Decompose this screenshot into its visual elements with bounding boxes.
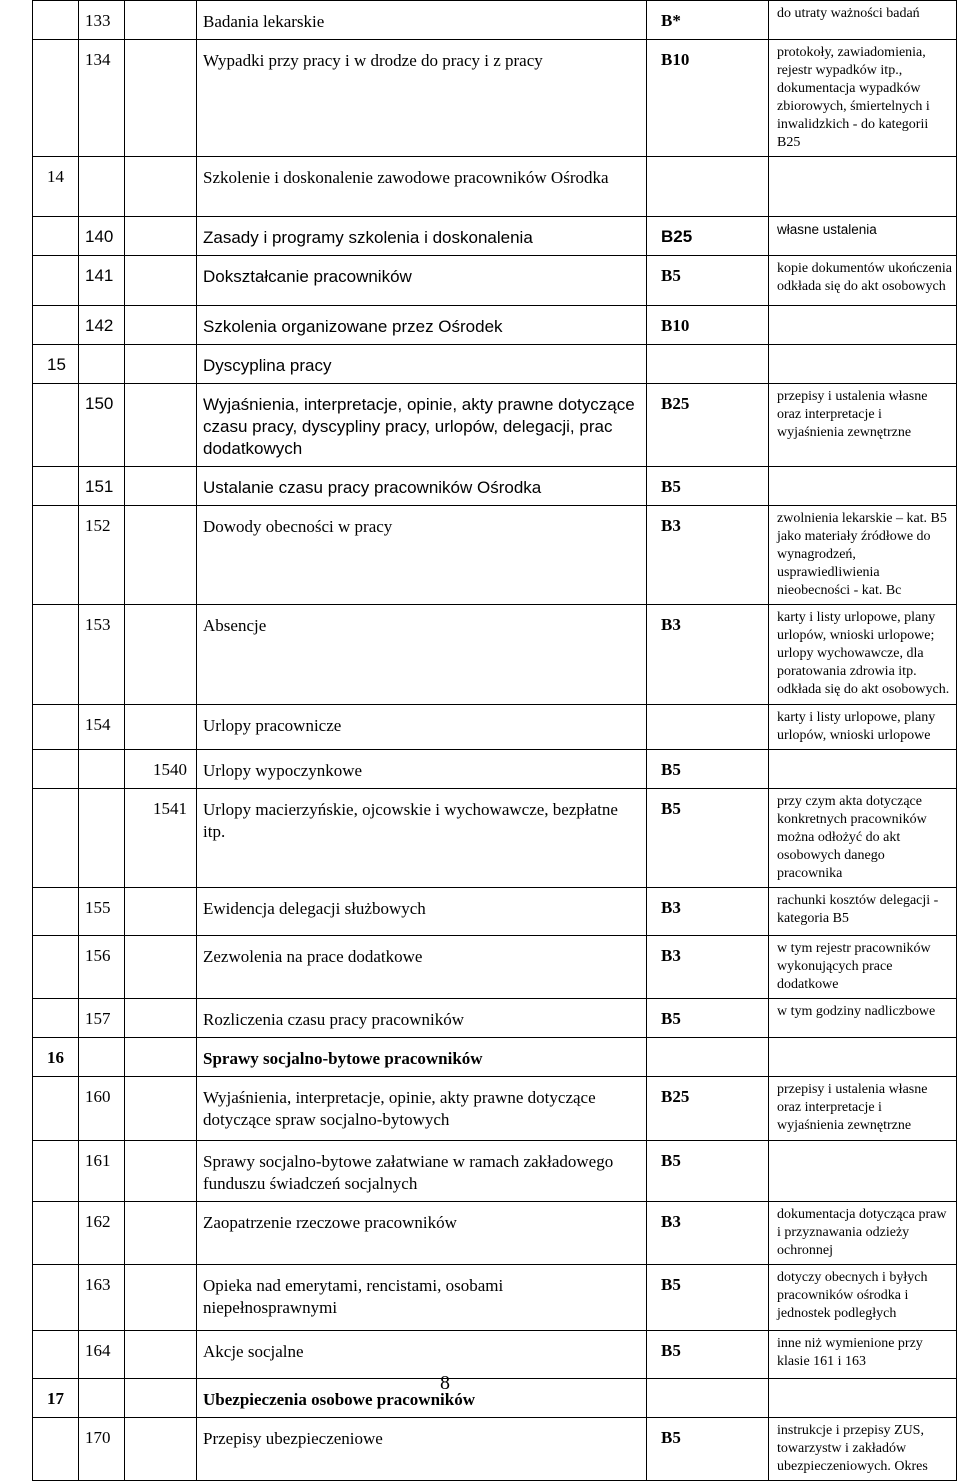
subclass-number	[125, 999, 197, 1038]
table-row	[33, 936, 957, 999]
table-row	[33, 217, 957, 256]
class-remarks: przy czym akta dotyczące konkretnych pracowników można odłożyć do akt osobowych danego pracownika	[769, 789, 957, 888]
class-number	[79, 1379, 125, 1418]
subclass-number: 1540	[125, 750, 197, 789]
subclass-number	[125, 605, 197, 705]
archive-category	[647, 1038, 769, 1077]
group-number	[33, 384, 79, 467]
class-number: 170	[79, 1418, 125, 1481]
class-description: Opieka nad emerytami, rencistami, osobami niepełnosprawnymi	[197, 1265, 647, 1331]
group-number	[33, 1331, 79, 1379]
class-number: 142	[79, 306, 125, 345]
group-number: 17	[33, 1379, 79, 1418]
group-number	[33, 936, 79, 999]
class-remarks: kopie dokumentów ukończenia odkłada się do akt osobowych	[769, 256, 957, 306]
subclass-number	[125, 306, 197, 345]
group-number	[33, 217, 79, 256]
class-remarks: w tym rejestr pracowników wykonujących prace dodatkowe	[769, 936, 957, 999]
archive-category: B25	[647, 217, 769, 256]
class-remarks	[769, 467, 957, 506]
group-number: 15	[33, 345, 79, 384]
archive-category: B5	[647, 256, 769, 306]
class-remarks	[769, 157, 957, 217]
group-number: 16	[33, 1038, 79, 1077]
group-number	[33, 1141, 79, 1202]
archive-category: B5	[647, 1418, 769, 1481]
archive-category: B*	[647, 1, 769, 40]
subclass-number	[125, 467, 197, 506]
class-description: Dyscyplina pracy	[197, 345, 647, 384]
table-row	[33, 789, 957, 888]
archive-category	[647, 345, 769, 384]
class-description: Szkolenie i doskonalenie zawodowe pracowników Ośrodka	[197, 157, 647, 217]
class-number: 153	[79, 605, 125, 705]
archive-category: B25	[647, 1077, 769, 1141]
class-description: Akcje socjalne	[197, 1331, 647, 1379]
class-number: 141	[79, 256, 125, 306]
class-remarks: instrukcje i przepisy ZUS, towarzystw i zakładów ubezpieczeniowych. Okres	[769, 1418, 957, 1481]
class-description: Sprawy socjalno-bytowe pracowników	[197, 1038, 647, 1077]
archive-category: B5	[647, 1141, 769, 1202]
class-number: 150	[79, 384, 125, 467]
archive-category: B10	[647, 306, 769, 345]
archive-category: B5	[647, 999, 769, 1038]
class-number	[79, 157, 125, 217]
group-number	[33, 750, 79, 789]
class-description: Szkolenia organizowane przez Ośrodek	[197, 306, 647, 345]
table-row	[33, 1202, 957, 1265]
table-row	[33, 605, 957, 705]
class-remarks: dokumentacja dotycząca praw i przyznawania odzieży ochronnej	[769, 1202, 957, 1265]
group-number	[33, 1, 79, 40]
group-number	[33, 1418, 79, 1481]
group-number: 14	[33, 157, 79, 217]
group-number	[33, 1077, 79, 1141]
class-number: 152	[79, 506, 125, 605]
table-row	[33, 1, 957, 40]
archive-category	[647, 157, 769, 217]
class-description: Ubezpieczenia osobowe pracowników	[197, 1379, 647, 1418]
archive-category: B25	[647, 384, 769, 467]
class-remarks	[769, 306, 957, 345]
class-description: Zasady i programy szkolenia i doskonalenia	[197, 217, 647, 256]
group-number	[33, 256, 79, 306]
subclass-number	[125, 40, 197, 157]
group-number	[33, 306, 79, 345]
subclass-number	[125, 705, 197, 750]
class-description: Badania lekarskie	[197, 1, 647, 40]
class-remarks: karty i listy urlopowe, plany urlopów, wnioski urlopowe; urlopy wychowawcze, dla poratowania zdrowia itp. odkłada się do akt osobowych.	[769, 605, 957, 705]
class-number	[79, 750, 125, 789]
table-row	[33, 1379, 957, 1418]
subclass-number: 1541	[125, 789, 197, 888]
class-number: 161	[79, 1141, 125, 1202]
table-row	[33, 506, 957, 605]
subclass-number	[125, 217, 197, 256]
group-number	[33, 1265, 79, 1331]
class-number: 164	[79, 1331, 125, 1379]
class-number: 160	[79, 1077, 125, 1141]
class-remarks	[769, 345, 957, 384]
archive-category	[647, 705, 769, 750]
class-description: Przepisy ubezpieczeniowe	[197, 1418, 647, 1481]
group-number	[33, 467, 79, 506]
group-number	[33, 605, 79, 705]
archive-category: B5	[647, 1265, 769, 1331]
table-row	[33, 999, 957, 1038]
class-description: Dowody obecności w pracy	[197, 506, 647, 605]
archive-category: B5	[647, 467, 769, 506]
archive-category: B3	[647, 605, 769, 705]
class-description: Absencje	[197, 605, 647, 705]
subclass-number	[125, 1331, 197, 1379]
subclass-number	[125, 1077, 197, 1141]
class-description: Rozliczenia czasu pracy pracowników	[197, 999, 647, 1038]
class-remarks: własne ustalenia	[769, 217, 957, 256]
table-row	[33, 40, 957, 157]
class-number: 156	[79, 936, 125, 999]
class-remarks: do utraty ważności badań	[769, 1, 957, 40]
class-remarks: przepisy i ustalenia własne oraz interpretacje i wyjaśnienia zewnętrzne	[769, 1077, 957, 1141]
class-description: Sprawy socjalno-bytowe załatwiane w ramach zakładowego funduszu świadczeń socjalnych	[197, 1141, 647, 1202]
class-description: Dokształcanie pracowników	[197, 256, 647, 306]
table-row	[33, 1265, 957, 1331]
group-number	[33, 888, 79, 936]
page-number: 8	[440, 1372, 450, 1394]
class-description: Wyjaśnienia, interpretacje, opinie, akty prawne dotyczące dotyczące spraw socjalno-bytowych	[197, 1077, 647, 1141]
class-remarks: dotyczy obecnych i byłych pracowników ośrodka i jednostek podległych	[769, 1265, 957, 1331]
table-row	[33, 384, 957, 467]
subclass-number	[125, 1379, 197, 1418]
subclass-number	[125, 888, 197, 936]
subclass-number	[125, 345, 197, 384]
subclass-number	[125, 506, 197, 605]
subclass-number	[125, 1418, 197, 1481]
class-remarks: karty i listy urlopowe, plany urlopów, wnioski urlopowe	[769, 705, 957, 750]
class-remarks: przepisy i ustalenia własne oraz interpretacje i wyjaśnienia zewnętrzne	[769, 384, 957, 467]
archive-category: B5	[647, 750, 769, 789]
group-number	[33, 1202, 79, 1265]
group-number	[33, 999, 79, 1038]
archive-category: B5	[647, 1331, 769, 1379]
class-number	[79, 789, 125, 888]
class-description: Zezwolenia na prace dodatkowe	[197, 936, 647, 999]
class-remarks: protokoły, zawiadomienia, rejestr wypadków itp., dokumentacja wypadków zbiorowych, śmiertelnych i inwalidzkich - do kategorii B25	[769, 40, 957, 157]
subclass-number	[125, 384, 197, 467]
archive-category: B3	[647, 506, 769, 605]
group-number	[33, 40, 79, 157]
table-row	[33, 750, 957, 789]
class-number: 133	[79, 1, 125, 40]
archive-category: B3	[647, 888, 769, 936]
subclass-number	[125, 256, 197, 306]
table-row	[33, 157, 957, 217]
table-row	[33, 1038, 957, 1077]
table-row	[33, 306, 957, 345]
records-table-body	[33, 1, 957, 1481]
class-number: 163	[79, 1265, 125, 1331]
class-description: Urlopy pracownicze	[197, 705, 647, 750]
table-row	[33, 467, 957, 506]
class-remarks: w tym godziny nadliczbowe	[769, 999, 957, 1038]
table-row	[33, 345, 957, 384]
class-description: Wyjaśnienia, interpretacje, opinie, akty prawne dotyczące czasu pracy, dyscypliny pracy, urlopów, delegacji, prac dodatkowych	[197, 384, 647, 467]
class-remarks: zwolnienia lekarskie – kat. B5 jako materiały źródłowe do wynagrodzeń, usprawiedliwienia nieobecności - kat. Bc	[769, 506, 957, 605]
subclass-number	[125, 936, 197, 999]
class-number	[79, 1038, 125, 1077]
group-number	[33, 705, 79, 750]
table-row	[33, 705, 957, 750]
archive-category: B3	[647, 936, 769, 999]
class-description: Ewidencja delegacji służbowych	[197, 888, 647, 936]
class-number	[79, 345, 125, 384]
class-remarks: inne niż wymienione przy klasie 161 i 163	[769, 1331, 957, 1379]
table-row	[33, 1141, 957, 1202]
group-number	[33, 506, 79, 605]
table-row	[33, 1331, 957, 1379]
class-description: Wypadki przy pracy i w drodze do pracy i z pracy	[197, 40, 647, 157]
archive-category: B10	[647, 40, 769, 157]
table-row	[33, 888, 957, 936]
archive-category	[647, 1379, 769, 1418]
subclass-number	[125, 1265, 197, 1331]
class-number: 157	[79, 999, 125, 1038]
class-remarks	[769, 1038, 957, 1077]
table-row	[33, 1077, 957, 1141]
class-remarks	[769, 1141, 957, 1202]
subclass-number	[125, 1038, 197, 1077]
class-number: 155	[79, 888, 125, 936]
archive-category: B5	[647, 789, 769, 888]
class-number: 154	[79, 705, 125, 750]
class-description: Urlopy wypoczynkowe	[197, 750, 647, 789]
class-number: 134	[79, 40, 125, 157]
class-description: Zaopatrzenie rzeczowe pracowników	[197, 1202, 647, 1265]
class-description: Urlopy macierzyńskie, ojcowskie i wychowawcze, bezpłatne itp.	[197, 789, 647, 888]
class-remarks	[769, 750, 957, 789]
subclass-number	[125, 1141, 197, 1202]
group-number	[33, 789, 79, 888]
records-table	[32, 0, 957, 1481]
archive-category: B3	[647, 1202, 769, 1265]
class-description: Ustalanie czasu pracy pracowników Ośrodka	[197, 467, 647, 506]
subclass-number	[125, 157, 197, 217]
class-number: 162	[79, 1202, 125, 1265]
subclass-number	[125, 1, 197, 40]
class-number: 151	[79, 467, 125, 506]
table-row	[33, 1418, 957, 1481]
class-number: 140	[79, 217, 125, 256]
table-row	[33, 256, 957, 306]
class-remarks	[769, 1379, 957, 1418]
subclass-number	[125, 1202, 197, 1265]
class-remarks: rachunki kosztów delegacji - kategoria B5	[769, 888, 957, 936]
